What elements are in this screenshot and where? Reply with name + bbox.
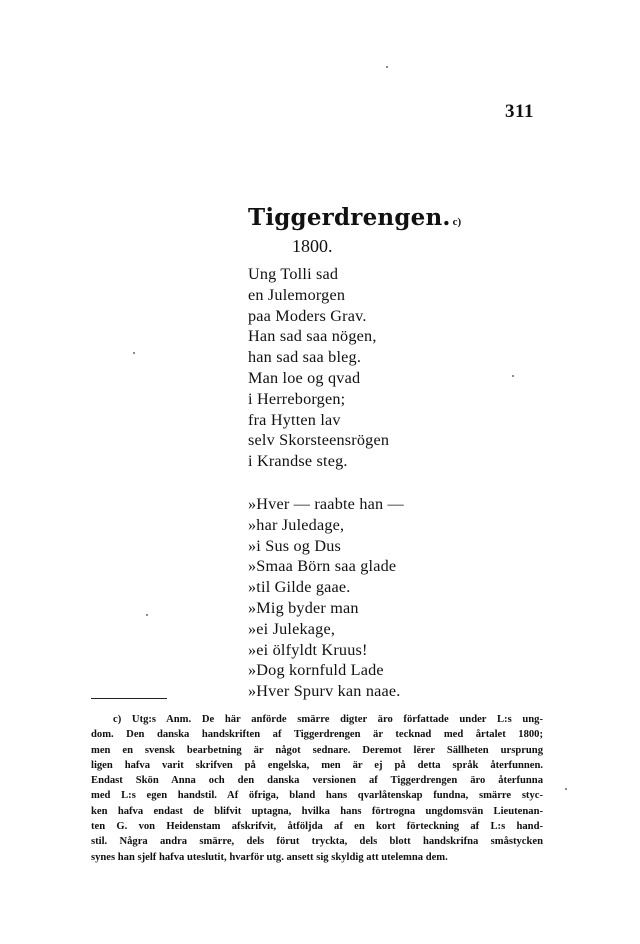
footnote-line: Endast Skön Anna och den danska versionen af Tiggerdrengen äro återfunna: [91, 775, 543, 787]
stanza-2: [248, 494, 404, 702]
footnote-line: ken hafva endast de blifvit uptagna, hvilka hans förtrogna ungdomsvän Lieutenan-: [91, 805, 543, 817]
poem-line: i Herreborgen;: [248, 389, 346, 408]
poem-line: »Hver — raabte han —: [248, 494, 404, 513]
poem-line: »i Sus og Dus: [248, 536, 341, 555]
poem-line: Han sad saa nögen,: [248, 327, 377, 346]
print-speck: [512, 375, 514, 377]
print-speck: [386, 66, 388, 68]
page-number: 311: [505, 101, 534, 122]
poem-body: [248, 264, 404, 702]
poem-line: en Julemorgen: [248, 285, 346, 304]
poem-line: »Mig byder man: [248, 598, 359, 617]
poem-line: »Smaa Börn saa glade: [248, 557, 397, 576]
poem-line: han sad saa bleg.: [248, 348, 362, 367]
print-speck: [146, 614, 148, 616]
footnote-marker: c): [452, 216, 462, 228]
poem-line: »har Juledage,: [248, 515, 345, 534]
footnote-line: stil. Några andra smärre, dels förut tryckta, dels blott handskrifna småstycken: [91, 836, 543, 848]
poem-line: »ei Julekage,: [248, 619, 336, 638]
footnote-line: c) Utg:s Anm. De här anförde smärre digter äro författade under L:s ung-: [113, 714, 543, 725]
poem-line: fra Hytten lav: [248, 410, 341, 429]
poem-line: selv Skorsteensrögen: [248, 431, 390, 450]
footnote: [91, 712, 543, 865]
footnote-line: ligen hafva varit skrifven på engelska, men är ej på detta språk återfunnen.: [91, 759, 543, 771]
print-speck: [133, 352, 135, 354]
poem-line: Ung Tolli sad: [248, 265, 339, 283]
poem-line: Man loe og qvad: [248, 368, 361, 387]
footnote-line: men en svensk bearbetning är något sednare. Deremot lërer Sällheten ursprung: [91, 744, 543, 756]
poem-line: »ei ölfyldt Kruus!: [248, 640, 368, 659]
print-speck: [565, 788, 567, 790]
poem-line: i Krandse steg.: [248, 452, 348, 471]
footnote-divider: [91, 698, 167, 699]
poem-line: »Hver Spurv kan naae.: [248, 682, 401, 701]
poem-line: paa Moders Grav.: [248, 306, 367, 325]
footnote-line: dom. Den danska handskriften af Tiggerdrengen är tecknad med årtalet 1800;: [91, 729, 543, 741]
poem-line: »til Gilde gaae.: [248, 578, 351, 597]
poem-year: 1800.: [292, 236, 333, 256]
poem-title-block: [248, 204, 461, 231]
poem-title: Tiggerdrengen.: [248, 204, 451, 231]
footnote-line: ten G. von Heidenstam afskrifvit, åtföljda af en kort förteckning af L:s hand-: [91, 821, 543, 833]
footnote-line: med L:s egen handstil. Af öfriga, bland hans qvarlåtenskap fundna, smärre styc-: [91, 790, 543, 802]
stanza-1: [248, 264, 404, 472]
footnote-line: synes han sjelf hafva uteslutit, hvarför utg. ansett sig skyldig att utelemna dem.: [91, 851, 448, 863]
poem-line: »Dog kornfuld Lade: [248, 661, 384, 680]
